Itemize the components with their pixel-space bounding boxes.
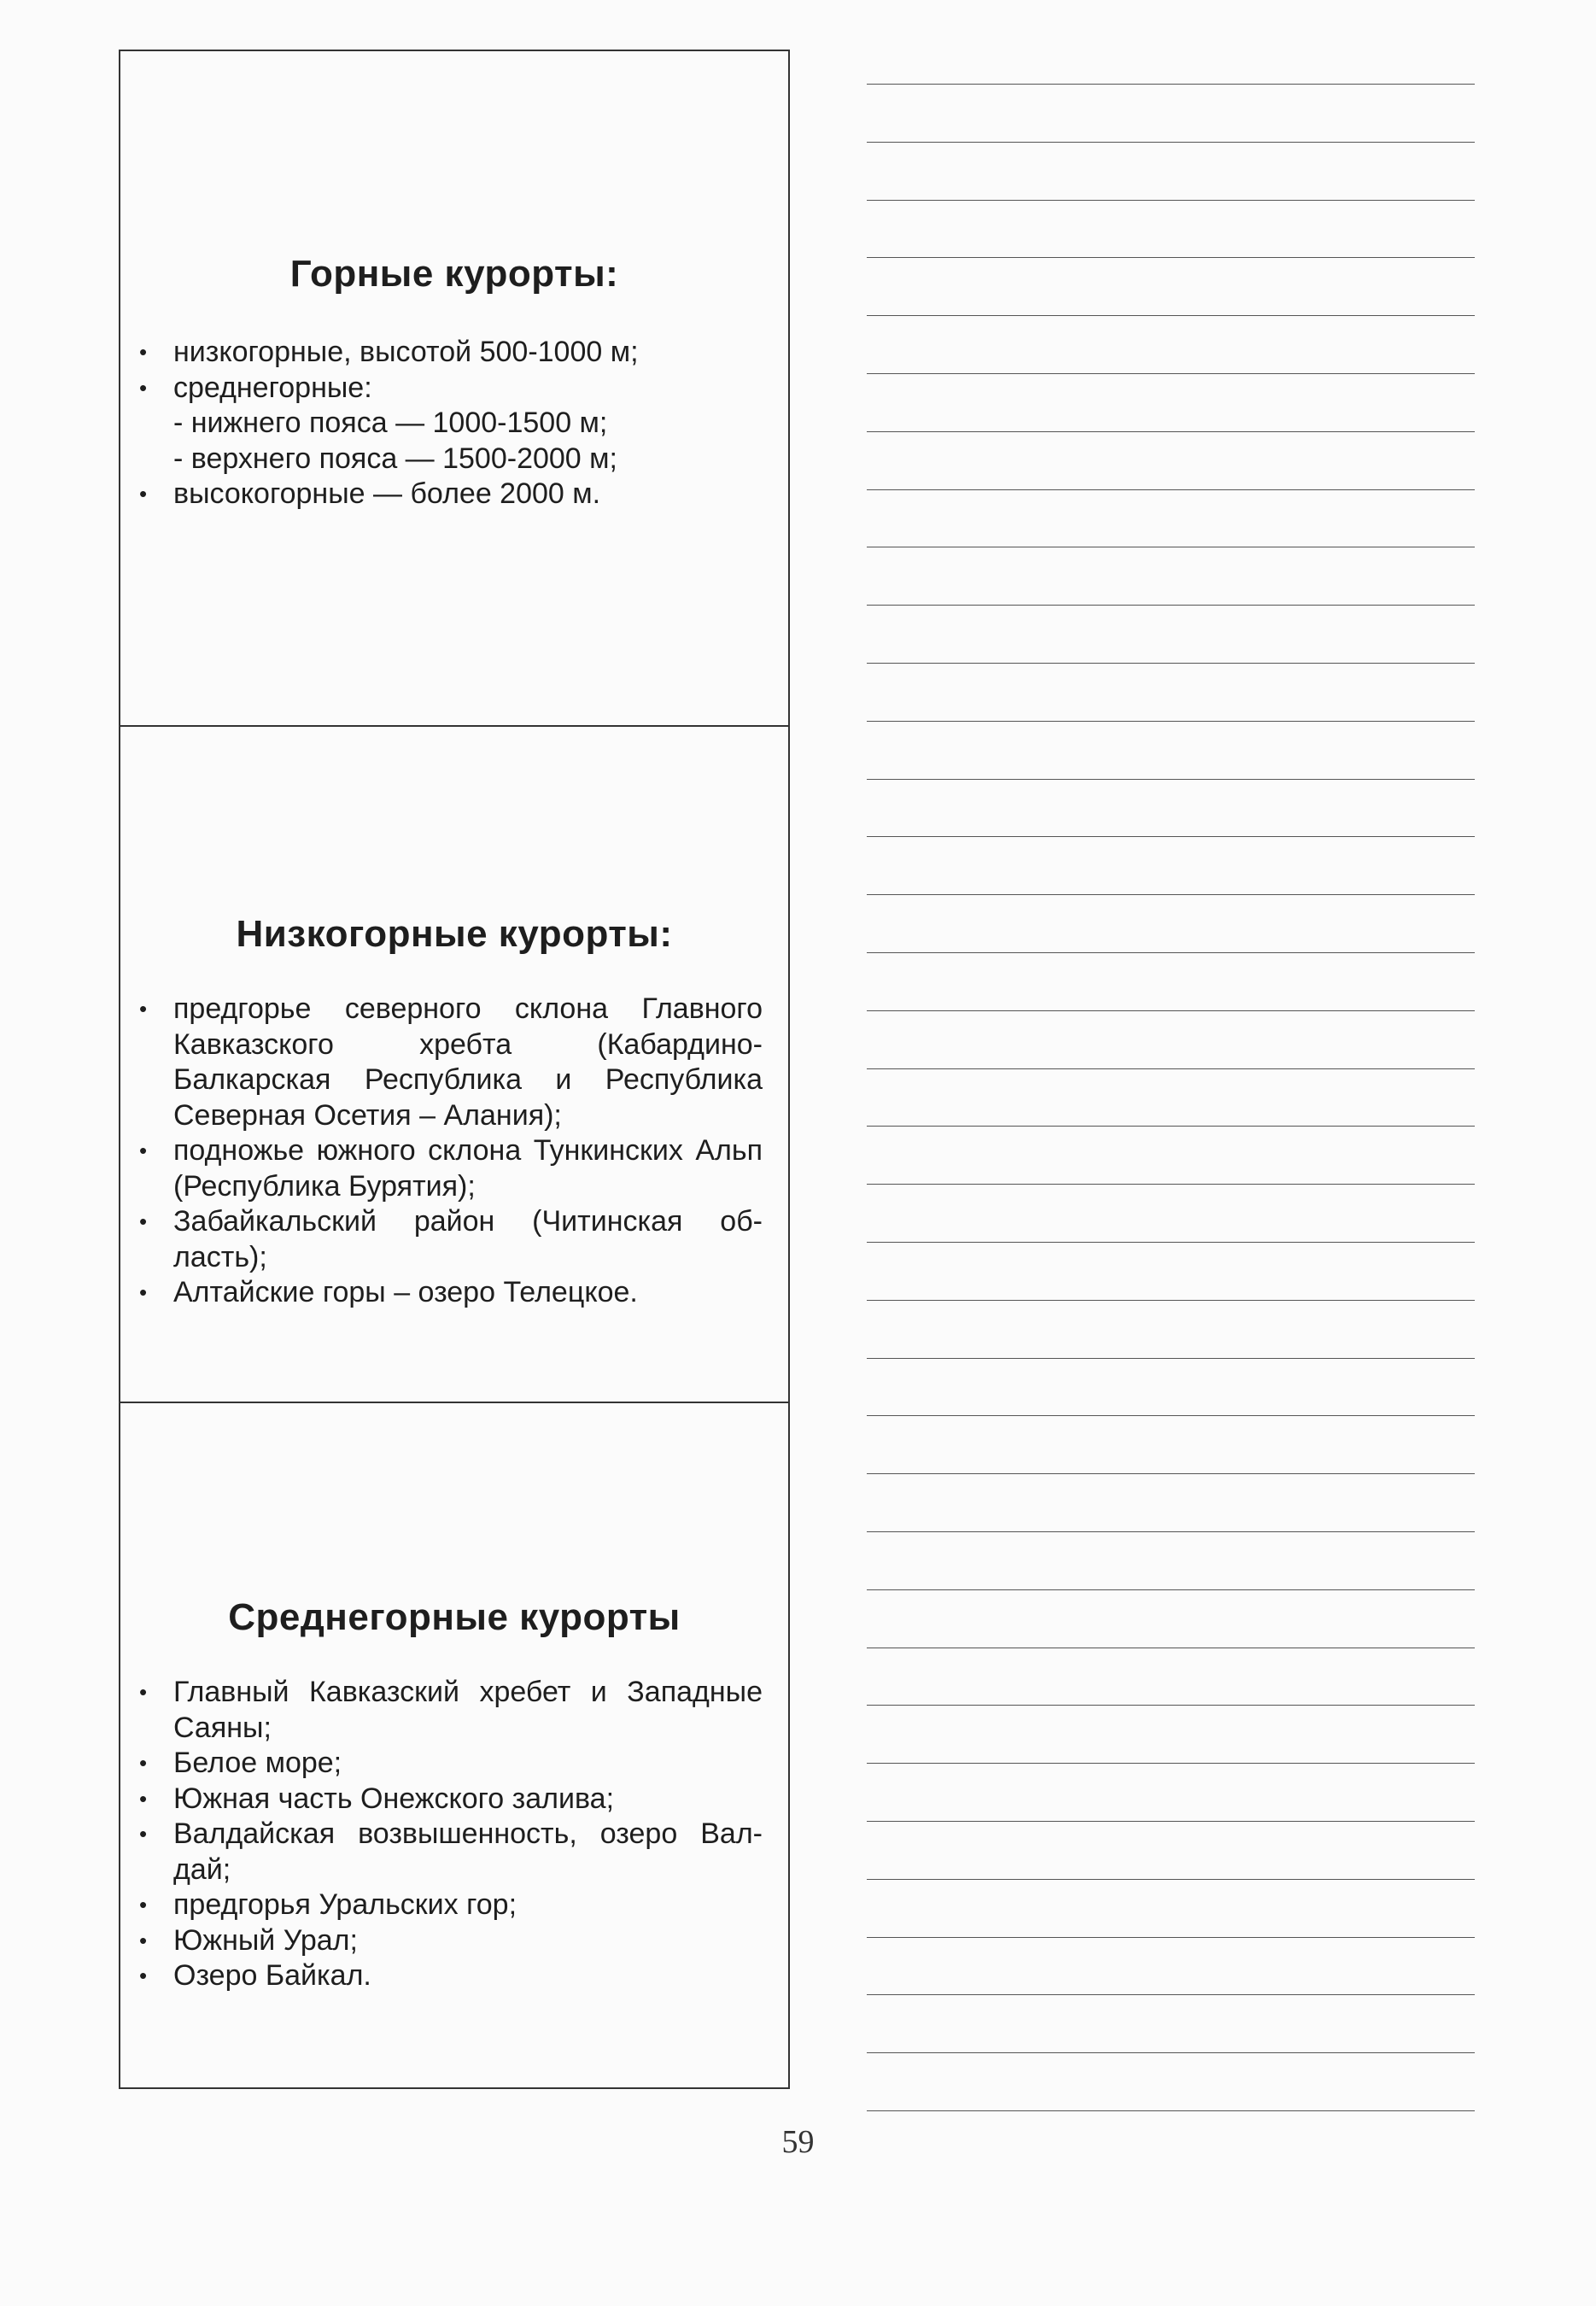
list-item-text: Белое море; [173, 1747, 342, 1779]
list-item-text: - нижнего пояса — 1000-1500 м; [173, 407, 608, 439]
note-line [867, 1532, 1475, 1590]
bullet-icon: • [139, 1750, 148, 1776]
note-line [867, 837, 1475, 895]
bullet-icon: • [139, 481, 148, 506]
note-line [867, 1590, 1475, 1648]
note-line [867, 1359, 1475, 1417]
note-line [867, 490, 1475, 548]
slides-column [119, 50, 790, 2089]
note-line [867, 1127, 1475, 1185]
list-item [139, 1782, 763, 1817]
slide-title: Горные курорты: [289, 253, 619, 295]
slide-mid-mountain-resorts [120, 1403, 788, 2087]
list-item-text: Валдайская возвышенность, озеро Вал-дай; [173, 1817, 763, 1886]
note-line [867, 895, 1475, 953]
bullet-list [139, 335, 763, 512]
bullet-icon: • [139, 1785, 148, 1811]
slide-mountain-resorts [120, 51, 788, 727]
note-line [867, 258, 1475, 316]
list-item [139, 1746, 763, 1782]
note-line [867, 1069, 1475, 1127]
note-line [867, 606, 1475, 664]
note-line [867, 953, 1475, 1011]
bullet-icon: • [139, 1821, 148, 1847]
note-line [867, 1706, 1475, 1764]
note-line [867, 1011, 1475, 1069]
bullet-icon: • [139, 1679, 148, 1705]
list-item-text: предгорье северного склона Главного Кавказского хребта (Кабардино-Балкарская Республика и Республика Северная Осетия – Алания); [173, 992, 763, 1132]
list-item [139, 1133, 763, 1204]
bullet-list [139, 1675, 763, 1994]
bullet-icon: • [139, 1927, 148, 1953]
note-line [867, 1185, 1475, 1243]
note-line [867, 547, 1475, 606]
note-line [867, 1474, 1475, 1532]
bullet-icon: • [139, 1279, 148, 1305]
page-number: 59 [781, 2124, 815, 2160]
note-line [867, 316, 1475, 374]
note-line [867, 1243, 1475, 1301]
list-item-text: Южная часть Онежского залива; [173, 1782, 615, 1815]
list-item [139, 992, 763, 1133]
list-item [139, 1888, 763, 1923]
list-item [139, 371, 763, 407]
note-line [867, 1764, 1475, 1822]
note-line [867, 1416, 1475, 1474]
list-item-text: высокогорные — более 2000 м. [173, 477, 601, 510]
list-item-text: - верхнего пояса — 1500-2000 м; [173, 442, 617, 475]
list-item-text: Забайкальский район (Читинская об-ласть); [173, 1205, 763, 1273]
list-item-text: Главный Кавказский хребет и Западные Саяны; [173, 1676, 763, 1744]
slide-low-mountain-resorts [120, 727, 788, 1403]
note-line [867, 664, 1475, 722]
list-item [139, 1958, 763, 1994]
list-item [139, 1923, 763, 1959]
bullet-icon: • [139, 1892, 148, 1917]
note-line [867, 374, 1475, 432]
note-line [867, 432, 1475, 490]
bullet-list [139, 992, 763, 1311]
list-item-text: Алтайские горы – озеро Телецкое. [173, 1276, 638, 1308]
bullet-icon: • [139, 1138, 148, 1163]
note-line [867, 201, 1475, 259]
bullet-icon: • [139, 374, 148, 401]
list-item-text: подножье южного склона Тункинских Альп (Республика Бурятия); [173, 1134, 763, 1203]
list-item-text: Озеро Байкал. [173, 1959, 371, 1992]
slide-title: Среднегорные курорты [228, 1596, 681, 1638]
list-item-text: Южный Урал; [173, 1923, 358, 1957]
note-line [867, 1995, 1475, 2053]
note-line [867, 1648, 1475, 1706]
list-item [139, 1275, 763, 1311]
list-item-text: низкогорные, высотой 500-1000 м; [173, 336, 639, 368]
notes-lines [867, 84, 1475, 2111]
note-line [867, 2053, 1475, 2111]
note-line [867, 1880, 1475, 1938]
note-line [867, 722, 1475, 780]
list-item [173, 442, 763, 477]
note-line [867, 1938, 1475, 1996]
slide-title: Низкогорные курорты: [236, 913, 673, 955]
list-item [139, 335, 763, 371]
list-item [139, 1817, 763, 1888]
note-line [867, 143, 1475, 201]
bullet-icon: • [139, 1963, 148, 1988]
list-item [139, 477, 763, 512]
list-item-text: предгорья Уральских гор; [173, 1888, 517, 1921]
note-line [867, 1822, 1475, 1880]
bullet-icon: • [139, 1209, 148, 1234]
list-item [139, 1675, 763, 1746]
list-item [173, 406, 763, 442]
note-line [867, 85, 1475, 143]
note-line [867, 780, 1475, 838]
list-item [139, 1204, 763, 1275]
list-item-text: среднегорные: [173, 371, 372, 404]
note-line [867, 1301, 1475, 1359]
bullet-icon: • [139, 996, 148, 1021]
bullet-icon: • [139, 339, 148, 365]
